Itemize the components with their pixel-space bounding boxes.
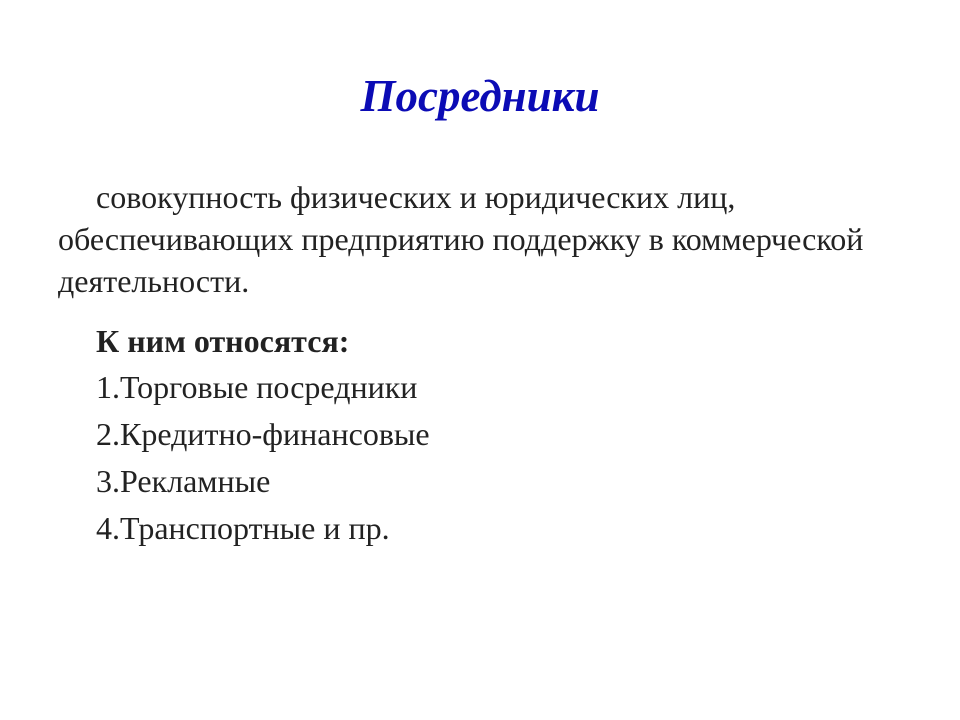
list-item: 4.Транспортные и пр. bbox=[96, 510, 390, 546]
list-item: 1.Торговые посредники bbox=[96, 369, 418, 405]
slide-title: Посредники bbox=[360, 71, 600, 121]
list-item: 3.Рекламные bbox=[96, 463, 271, 499]
definition-text: совокупность физических и юридических лиц, обеспечивающих предприятию поддержку в коммерческой деятельности. bbox=[58, 179, 864, 299]
intermediaries-list bbox=[96, 318, 856, 552]
list-heading: К ним относятся: bbox=[96, 323, 350, 359]
list-item: 2.Кредитно-финансовые bbox=[96, 416, 430, 452]
